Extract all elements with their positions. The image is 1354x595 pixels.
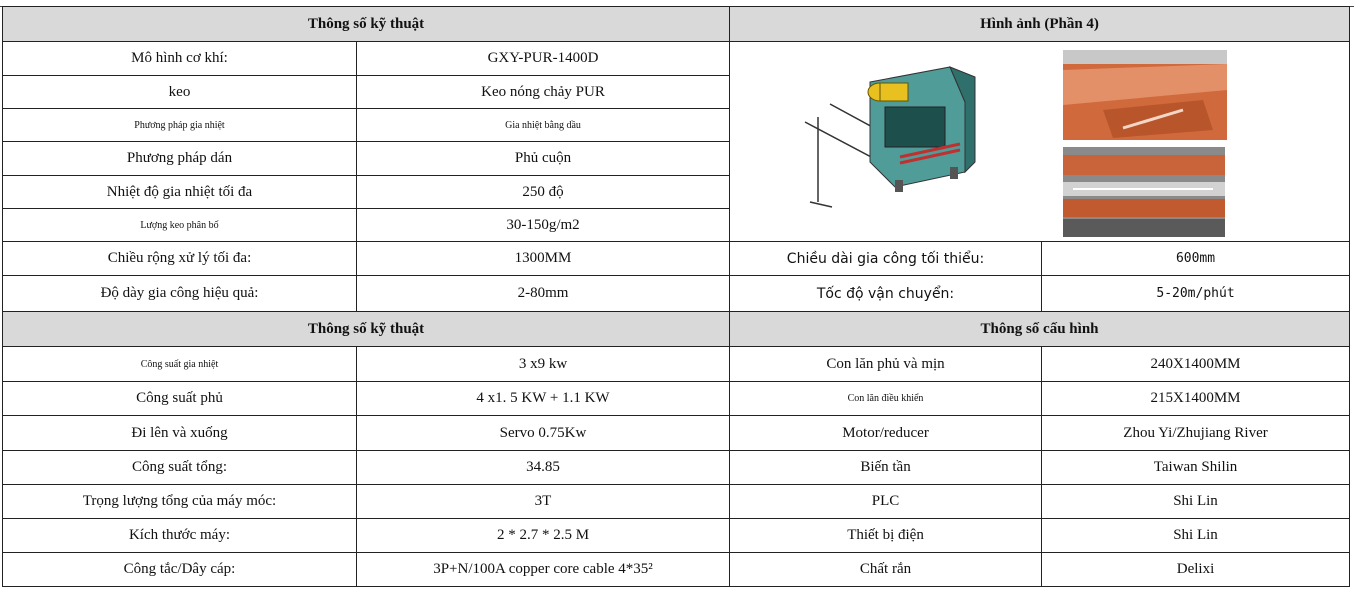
spec-value: Servo 0.75Kw	[357, 416, 730, 451]
spec-label: Công suất tổng:	[3, 451, 357, 485]
config-value: Shi Lin	[1042, 519, 1350, 553]
spec-label: Lượng keo phân bố	[3, 209, 357, 242]
section2-title: Thông số kỹ thuật	[3, 312, 730, 347]
spec-value: 1300MM	[357, 242, 730, 276]
config-label: Motor/reducer	[730, 416, 1042, 451]
table-row	[3, 347, 1350, 382]
spec-label: Phương pháp gia nhiệt	[3, 109, 357, 142]
spec-value: 30-150g/m2	[357, 209, 730, 242]
spec-value: 2 * 2.7 * 2.5 M	[357, 519, 730, 553]
section2-header-row	[3, 312, 1350, 347]
side-label: Tốc độ vận chuyển:	[730, 276, 1042, 312]
table-row	[3, 276, 1350, 312]
config-label: Chất rắn	[730, 553, 1042, 587]
spec-value: 3T	[357, 485, 730, 519]
config-section-title: Thông số cấu hình	[730, 312, 1350, 347]
config-label: Con lăn điều khiển	[730, 382, 1042, 416]
spec-label: Kích thước máy:	[3, 519, 357, 553]
side-label: Chiều dài gia công tối thiểu:	[730, 242, 1042, 276]
spec-value: 3 x9 kw	[357, 347, 730, 382]
table-row	[3, 382, 1350, 416]
spec-label: Độ dày gia công hiệu quả:	[3, 276, 357, 312]
roller-photo-2	[1063, 147, 1225, 237]
side-value: 5-20m/phút	[1042, 276, 1350, 312]
table-row	[3, 416, 1350, 451]
spec-value: 34.85	[357, 451, 730, 485]
spec-value: 250 độ	[357, 176, 730, 209]
spec-value: 4 x1. 5 KW + 1.1 KW	[357, 382, 730, 416]
config-label: Thiết bị điện	[730, 519, 1042, 553]
spec-label: Công tắc/Dây cáp:	[3, 553, 357, 587]
table-row	[3, 242, 1350, 276]
roller-photo-1	[1063, 50, 1227, 140]
machine-3d-image	[800, 62, 990, 222]
spec-value: Phủ cuộn	[357, 142, 730, 176]
spec-label: Trọng lượng tổng của máy móc:	[3, 485, 357, 519]
section1-header-row	[3, 7, 1350, 42]
config-label: Biến tần	[730, 451, 1042, 485]
table-row	[3, 485, 1350, 519]
config-value: Shi Lin	[1042, 485, 1350, 519]
section1-title: Thông số kỹ thuật	[3, 7, 730, 42]
table-row	[3, 553, 1350, 587]
table-row	[3, 519, 1350, 553]
config-value: 215X1400MM	[1042, 382, 1350, 416]
machine-image-cell	[730, 42, 1350, 242]
spec-label: Chiều rộng xử lý tối đa:	[3, 242, 357, 276]
spec-label: Mô hình cơ khí:	[3, 42, 357, 76]
spec-label: Phương pháp dán	[3, 142, 357, 176]
spec-label: keo	[3, 76, 357, 109]
spec-table	[2, 6, 1350, 587]
config-value: Taiwan Shilin	[1042, 451, 1350, 485]
table-row	[3, 451, 1350, 485]
side-value: 600mm	[1042, 242, 1350, 276]
config-value: Zhou Yi/Zhujiang River	[1042, 416, 1350, 451]
spec-value: Keo nóng chảy PUR	[357, 76, 730, 109]
spec-label: Nhiệt độ gia nhiệt tối đa	[3, 176, 357, 209]
table-row	[3, 42, 1350, 76]
spec-value: GXY-PUR-1400D	[357, 42, 730, 76]
spec-value: 3P+N/100A copper core cable 4*35²	[357, 553, 730, 587]
spec-label: Công suất gia nhiệt	[3, 347, 357, 382]
spec-label: Đi lên và xuống	[3, 416, 357, 451]
spec-label: Công suất phủ	[3, 382, 357, 416]
config-label: Con lăn phủ và mịn	[730, 347, 1042, 382]
spec-value: 2-80mm	[357, 276, 730, 312]
config-value: 240X1400MM	[1042, 347, 1350, 382]
spec-value: Gia nhiệt bằng dầu	[357, 109, 730, 142]
config-label: PLC	[730, 485, 1042, 519]
config-value: Delixi	[1042, 553, 1350, 587]
image-section-title: Hình ảnh (Phần 4)	[730, 7, 1350, 42]
